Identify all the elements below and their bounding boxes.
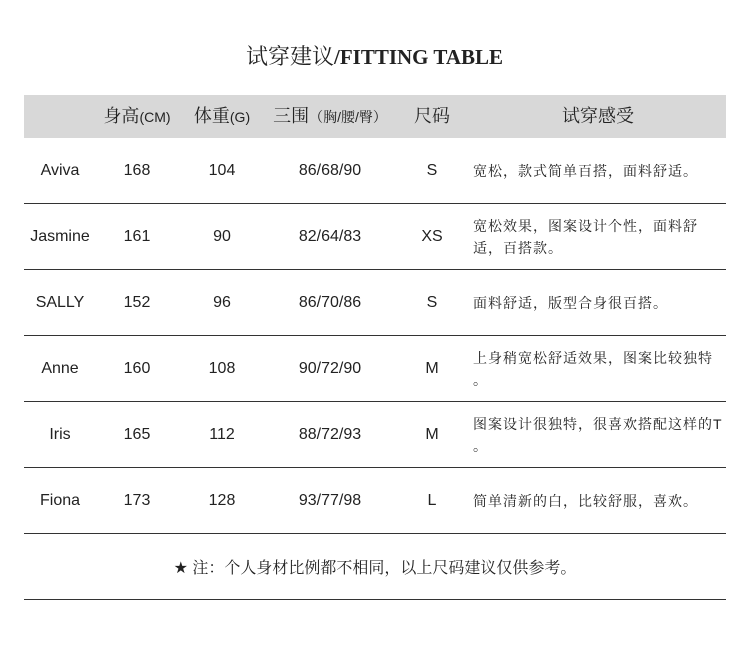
header-weight [178,95,266,138]
weight-value: 96 [213,293,231,311]
header-height-label: 身高 [103,106,140,126]
fitting-feedback-cell [470,270,726,335]
height-value: 173 [123,491,151,509]
table-header-row [24,95,726,138]
weight-value: 112 [209,425,235,443]
fitting-feedback-cell [470,402,726,467]
size-value: M [425,359,439,377]
weight-value: 104 [208,161,236,179]
header-weight-unit: (G) [229,109,251,125]
page-title-chinese: 试穿建议 [245,44,334,69]
header-size-label: 尺码 [414,106,450,126]
height-value: 161 [123,227,151,245]
size-value: XS [421,227,443,245]
header-feedback-label: 试穿感受 [562,106,634,126]
height-value: 152 [123,293,151,311]
header-feedback [470,95,726,138]
table-row [24,138,726,204]
height-value: 160 [123,359,151,377]
fitting-table [24,95,726,600]
fitting-feedback: 宽松，款式简单百搭，面料舒适。 [473,162,698,179]
fitting-feedback-cell [470,468,726,533]
size-value: S [426,161,438,179]
height-value: 168 [123,161,151,179]
header-weight-label: 体重 [193,106,230,126]
size-value: S [426,293,438,311]
fitting-feedback-cell [470,336,726,401]
fitting-feedback: 上身稍宽松舒适效果，图案比较独特 。 [473,349,713,388]
measurements-value: 90/72/90 [298,359,362,377]
header-measurements-unit: （胸/腰/臀） [309,109,387,125]
table-row [24,402,726,468]
measurements-value: 82/64/83 [298,227,362,245]
table-row [24,204,726,270]
measurements-value: 86/70/86 [298,293,362,311]
size-value: L [427,491,437,509]
model-name: SALLY [35,293,85,311]
fitting-feedback-cell [470,138,726,203]
table-row [24,270,726,336]
model-name: Jasmine [30,227,90,245]
fitting-feedback-cell [470,204,726,269]
header-height [96,95,178,138]
footnote-text: ★ 注：个人身材比例都不相同，以上尺码建议仅供参考。 [173,560,577,577]
header-height-unit: (CM) [139,109,171,125]
weight-value: 108 [208,359,236,377]
model-name: Iris [49,425,71,443]
measurements-value: 93/77/98 [298,491,362,509]
weight-value: 90 [213,227,231,245]
header-blank-cell [24,95,96,138]
fitting-feedback: 面料舒适，版型合身很百搭。 [473,294,668,311]
fitting-feedback: 简单清新的白，比较舒服，喜欢。 [473,492,698,509]
page-title-english: /FITTING TABLE [333,45,504,69]
footnote [24,534,726,600]
height-value: 165 [123,425,151,443]
measurements-value: 86/68/90 [298,161,362,179]
header-measurements-label: 三围 [273,106,310,126]
table-row [24,468,726,534]
header-size [394,95,470,138]
model-name: Aviva [40,161,80,179]
size-value: M [425,425,439,443]
model-name: Anne [41,359,79,377]
header-measurements [266,95,394,138]
table-row [24,336,726,402]
fitting-feedback: 图案设计很独特，很喜欢搭配这样的T 。 [473,415,723,454]
weight-value: 128 [208,491,236,509]
page-title [0,40,749,74]
fitting-feedback: 宽松效果，图案设计个性，面料舒 适，百搭款。 [473,217,698,256]
measurements-value: 88/72/93 [298,425,362,443]
model-name: Fiona [39,491,81,509]
